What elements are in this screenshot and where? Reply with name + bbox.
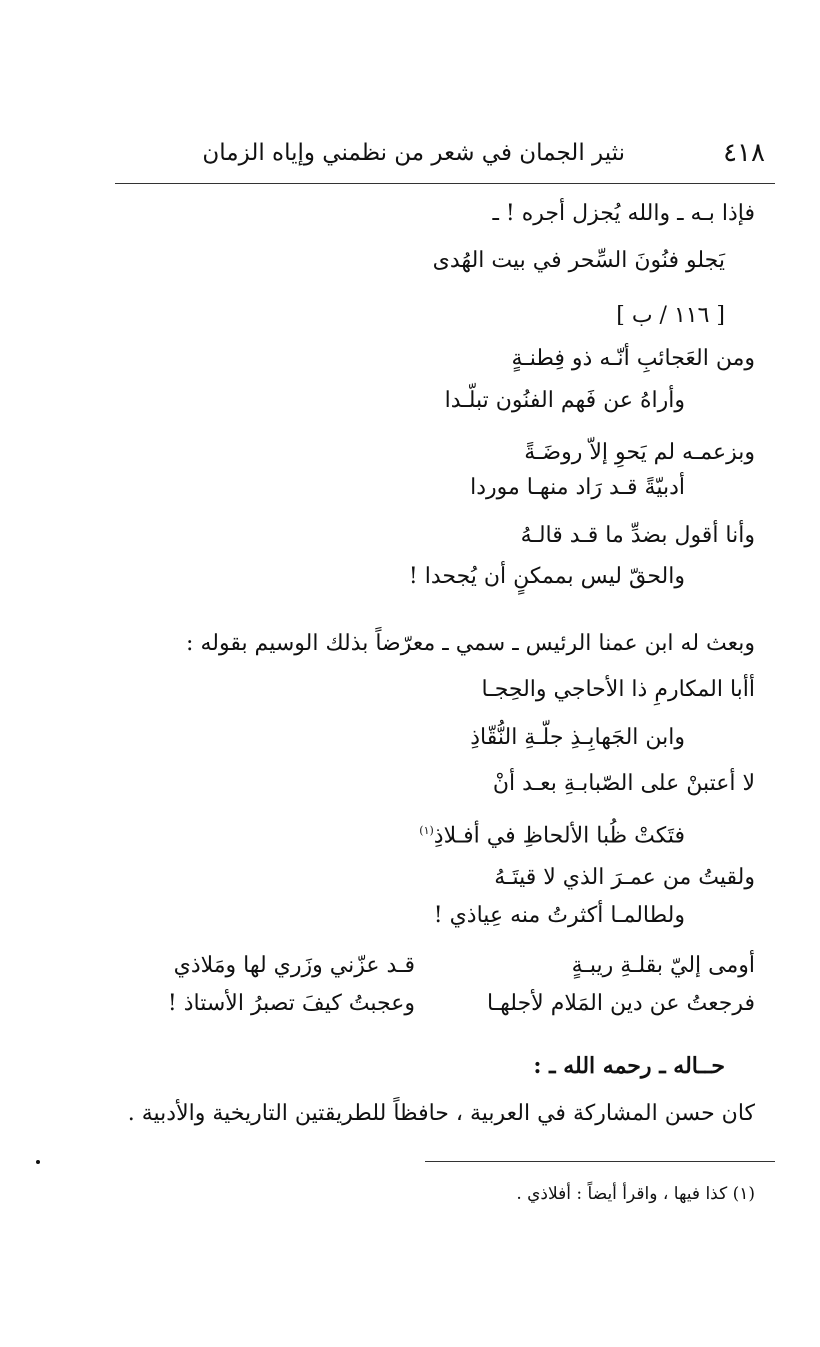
- verse-first-hemistich: فرجعتُ عن دين المَلام لأجلهـا: [487, 991, 755, 1016]
- verse-first-hemistich: وأنا أقول بضدِّ ما قـد قالـهُ: [520, 523, 755, 548]
- verse-second-hemistich: ولطالمـا أكثرتُ منه عِياذي !: [433, 903, 685, 928]
- verse-text: فتَكتْ ظُبا الألحاظِ في أفـلاذِ: [433, 823, 685, 849]
- prose-line: وبعث له ابن عمنا الرئيس ـ سمي ـ معرّضاً بذلك الوسيم بقوله :: [186, 631, 755, 656]
- footnote-reference: (١): [419, 824, 434, 837]
- page-number: ٤١٨: [723, 138, 765, 168]
- verse-second-hemistich: [419, 815, 685, 852]
- section-heading: حــاله ـ رحمه الله ـ :: [533, 1053, 725, 1079]
- verse-second-hemistich: قـد عزّني وزَري لها ومَلاذي: [173, 953, 415, 978]
- running-title: نثير الجمان في شعر من نظمني وإياه الزمان: [202, 140, 625, 166]
- verse-first-hemistich: ولقيتُ من عمـرَ الذي لا قيتَـهُ: [494, 865, 755, 890]
- verse-second-hemistich: وعجبتُ كيفَ تصبرُ الأستاذ !: [167, 991, 415, 1016]
- verse-second-hemistich: وابن الجَهابِـذِ جلّـةِ النُّقّاذِ: [470, 725, 685, 750]
- verse-second-hemistich: والحقّ ليس بممكنٍ أن يُجحدا !: [408, 564, 685, 589]
- prose-line: فإذا بـه ـ والله يُجزل أجره ! ـ: [492, 201, 755, 226]
- margin-mark: [36, 1160, 40, 1164]
- verse-second-hemistich: وأراهُ عن فَهم الفنُون تبلّـدا: [444, 388, 685, 413]
- folio-marker: [ ١١٦ / ب ]: [616, 303, 725, 328]
- verse-first-hemistich: وبزعمـه لم يَحوِ إلاّ روضَـةً: [524, 440, 755, 465]
- verse-first-hemistich: أأبا المكارمِ ذا الأحاجي والحِجـا: [481, 677, 755, 702]
- verse-first-hemistich: أومى إليّ بقلـةِ ريبـةٍ: [571, 953, 755, 978]
- verse-second-hemistich: أدبيّةً قـد رَاد منهـا موردا: [470, 475, 685, 500]
- verse-first-hemistich: لا أعتبنْ على الصّبابـةِ بعـد أنْ: [492, 771, 755, 796]
- header-divider: [115, 183, 775, 184]
- footnote-divider: [425, 1161, 775, 1162]
- footnote: (١) كذا فيها ، واقرأ أيضاً : أفلاذي .: [516, 1184, 755, 1204]
- verse-line: يَجلو فنُونَ السِّحر في بيت الهُدى: [432, 248, 725, 273]
- verse-first-hemistich: ومن العَجائبِ أنّـه ذو فِطنـةٍ: [511, 346, 755, 371]
- page-header: [115, 138, 775, 178]
- prose-line: كان حسن المشاركة في العربية ، حافظاً للطريقتين التاريخية والأدبية .: [127, 1101, 755, 1126]
